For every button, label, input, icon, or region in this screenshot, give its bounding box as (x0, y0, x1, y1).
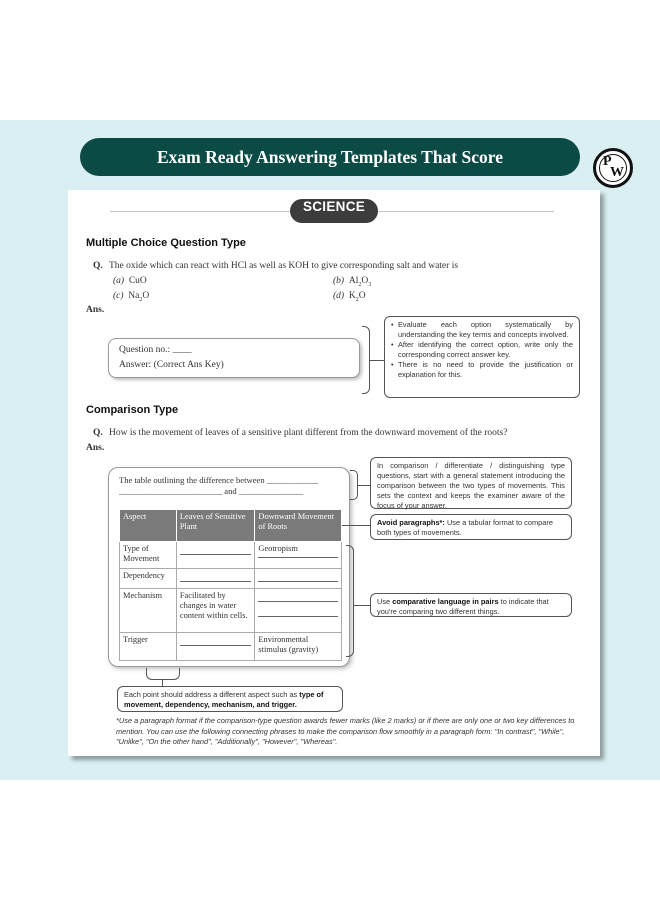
fill-in-blank (258, 606, 338, 617)
mcq-heading: Multiple Choice Question Type (86, 237, 246, 249)
table-row (120, 633, 342, 661)
rows-brace (346, 545, 354, 657)
option-sub-2: 3 (368, 281, 372, 288)
option-text: Na (128, 291, 140, 301)
header-aspect: Aspect (120, 510, 177, 542)
comparison-question: How is the movement of leaves of a sensitive plant different from the downward movement of the roots? (109, 428, 508, 438)
rows-connector (354, 605, 370, 606)
tip-aspects-a: Each point should address a different aspect such as (124, 690, 300, 699)
tip-table-bold: Avoid paragraphs*: (377, 518, 445, 527)
mcq-option-d (333, 291, 366, 303)
tip-intro-text: In comparison / differentiate / distinguishing type questions, start with a general statement introducing the comparison between the two types of movements. This sets the context and keeps the examiner aware of the focus of your answer. (377, 461, 565, 510)
option-key: (b) (333, 276, 345, 286)
table-row (120, 542, 342, 569)
mcq-question: The oxide which can react with HCl as well as KOH to give corresponding salt and water is (109, 261, 459, 271)
tip-aspects-bold: type of movement, dependency, mechanism, and trigger. (124, 690, 324, 709)
fill-in-blank (180, 635, 252, 646)
comparison-q-label: Q. (93, 428, 103, 438)
intro-line-1: The table outlining the difference between ____________ (119, 475, 319, 485)
logo-letter-w: W (610, 165, 624, 180)
cell-aspect: Type of Movement (120, 542, 177, 569)
option-key: (d) (333, 291, 345, 301)
option-text: CuO (128, 276, 147, 286)
cell-roots-text: Geotropism (258, 544, 298, 553)
fill-in-blank (258, 554, 338, 558)
cell-leaves (176, 633, 255, 661)
mcq-brace (362, 326, 370, 394)
mcq-tip-2: • After identifying the correct option, write only the corresponding correct answer key. (391, 340, 573, 360)
cell-leaves: Facilitated by changes in water content within cells. (176, 589, 255, 633)
pw-logo (593, 148, 633, 188)
mcq-q-label: Q. (93, 261, 103, 271)
option-sub: 2 (355, 296, 359, 303)
tip-table-text: Use a tabular format to compare both types of movements. (377, 518, 553, 537)
answer-box-line-2: Answer: (Correct Ans Key) (119, 360, 224, 370)
comparison-heading: Comparison Type (86, 404, 179, 416)
fill-in-blank (180, 571, 252, 582)
option-text-2: O (361, 276, 369, 286)
comparison-tip-language (370, 593, 572, 617)
option-text: K (348, 291, 356, 301)
option-text-2: O (358, 291, 366, 301)
mcq-tip-3: • There is no need to provide the justification or explanation for this. (391, 360, 573, 380)
option-sub: 2 (139, 296, 143, 303)
table-connector (342, 525, 370, 526)
fill-in-blank (180, 544, 252, 555)
answer-box-line-1: Question no.: ____ (119, 345, 192, 355)
comparison-tip-aspects (117, 686, 343, 712)
intro-brace (350, 470, 358, 500)
comparison-tip-intro (370, 457, 572, 509)
table-row (120, 589, 342, 633)
cell-roots (255, 589, 342, 633)
mcq-ans-label: Ans. (86, 305, 105, 315)
option-key: (a) (113, 276, 125, 286)
cell-aspect: Mechanism (120, 589, 177, 633)
tip-language-a: Use (377, 597, 393, 606)
fill-in-blank (258, 571, 338, 582)
intro-line-2: ________________________ and _______________ (119, 486, 304, 496)
fill-in-blank (258, 591, 338, 602)
banner-title: Exam Ready Answering Templates That Score (80, 138, 580, 176)
tip-language-b: to indicate that you're comparing two different things. (377, 597, 549, 616)
comparison-ans-label: Ans. (86, 443, 105, 453)
option-key: (c) (113, 291, 124, 301)
comparison-table (119, 509, 342, 661)
option-sub: 2 (358, 281, 362, 288)
mcq-answer-box (108, 338, 360, 378)
mcq-option-b (333, 276, 371, 288)
mcq-option-c (113, 291, 149, 303)
option-text: Al (348, 276, 359, 286)
mcq-connector (370, 360, 384, 361)
cell-aspect: Trigger (120, 633, 177, 661)
bottom-brace (146, 668, 180, 680)
mcq-tips-box (384, 316, 580, 398)
table-row (120, 569, 342, 589)
table-header-row (120, 510, 342, 542)
header-roots: Downward Movement of Roots (255, 510, 342, 542)
logo-letter-p: P (603, 154, 612, 169)
mcq-tip-1: • Evaluate each option systematically by understanding the key terms and concepts involved. (391, 320, 573, 340)
option-text-2: O (142, 291, 150, 301)
comparison-tip-table (370, 514, 572, 540)
cell-leaves (176, 542, 255, 569)
cell-roots (255, 569, 342, 589)
cell-roots: Environmental stimulus (gravity) (255, 633, 342, 661)
intro-connector (358, 485, 370, 486)
mcq-option-a (113, 276, 147, 286)
subject-pill: SCIENCE (290, 199, 378, 223)
tip-language-bold: comparative language in pairs (392, 597, 499, 606)
footnote: *Use a paragraph format if the comparison-type question awards fewer marks (like 2 marks) or if there are only one or two key differences to mention. You can use the following connecting phrases to make the comparison flow smoothly in a paragraph form: "In contrast", "While", "Unlike", "On the other hand", "Additionally", "However", "Whereas". (116, 716, 575, 746)
header-leaves: Leaves of Sensitive Plant (176, 510, 255, 542)
cell-roots (255, 542, 342, 569)
cell-leaves (176, 569, 255, 589)
cell-aspect: Dependency (120, 569, 177, 589)
